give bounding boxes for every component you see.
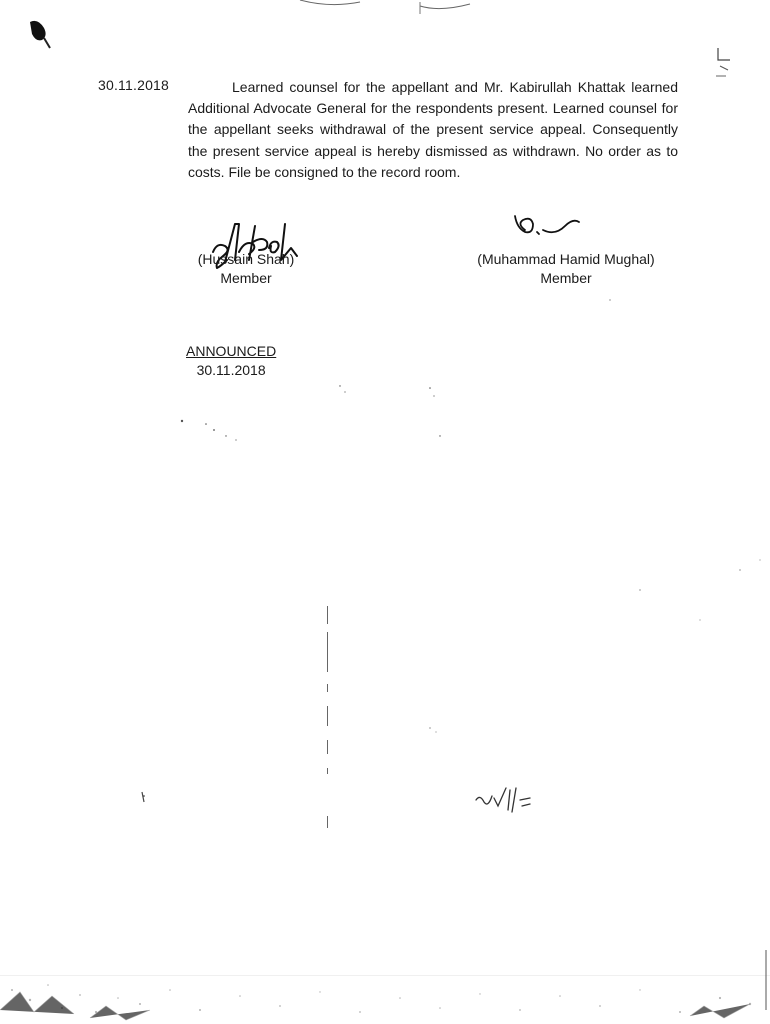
signatory-title: Member <box>540 270 592 286</box>
signatory-title: Member <box>220 270 272 286</box>
signatory-name: (Muhammad Hamid Mughal) <box>477 251 655 267</box>
order-text: Learned counsel for the appellant and Mr. Kabirullah Khattak learned Additional Advocate General for the respondents present. Learned counsel for the appellant seeks withdrawal of the present service appeal. Consequently the present service appeal is hereby dismissed as withdrawn. No order as to costs. File be consigned to the record room. <box>188 79 678 180</box>
announced-date: 30.11.2018 <box>196 362 266 378</box>
order-date: 30.11.2018 <box>98 77 170 93</box>
signature-muhammad-hamid-mughal <box>505 208 585 248</box>
announced-label: ANNOUNCED <box>186 343 277 359</box>
signatory-right <box>456 250 676 288</box>
signatory-name: (Hussain Shah) <box>197 251 295 267</box>
announcement <box>186 342 276 380</box>
handwritten-initials-mark <box>470 780 540 820</box>
signatory-left <box>176 250 316 288</box>
